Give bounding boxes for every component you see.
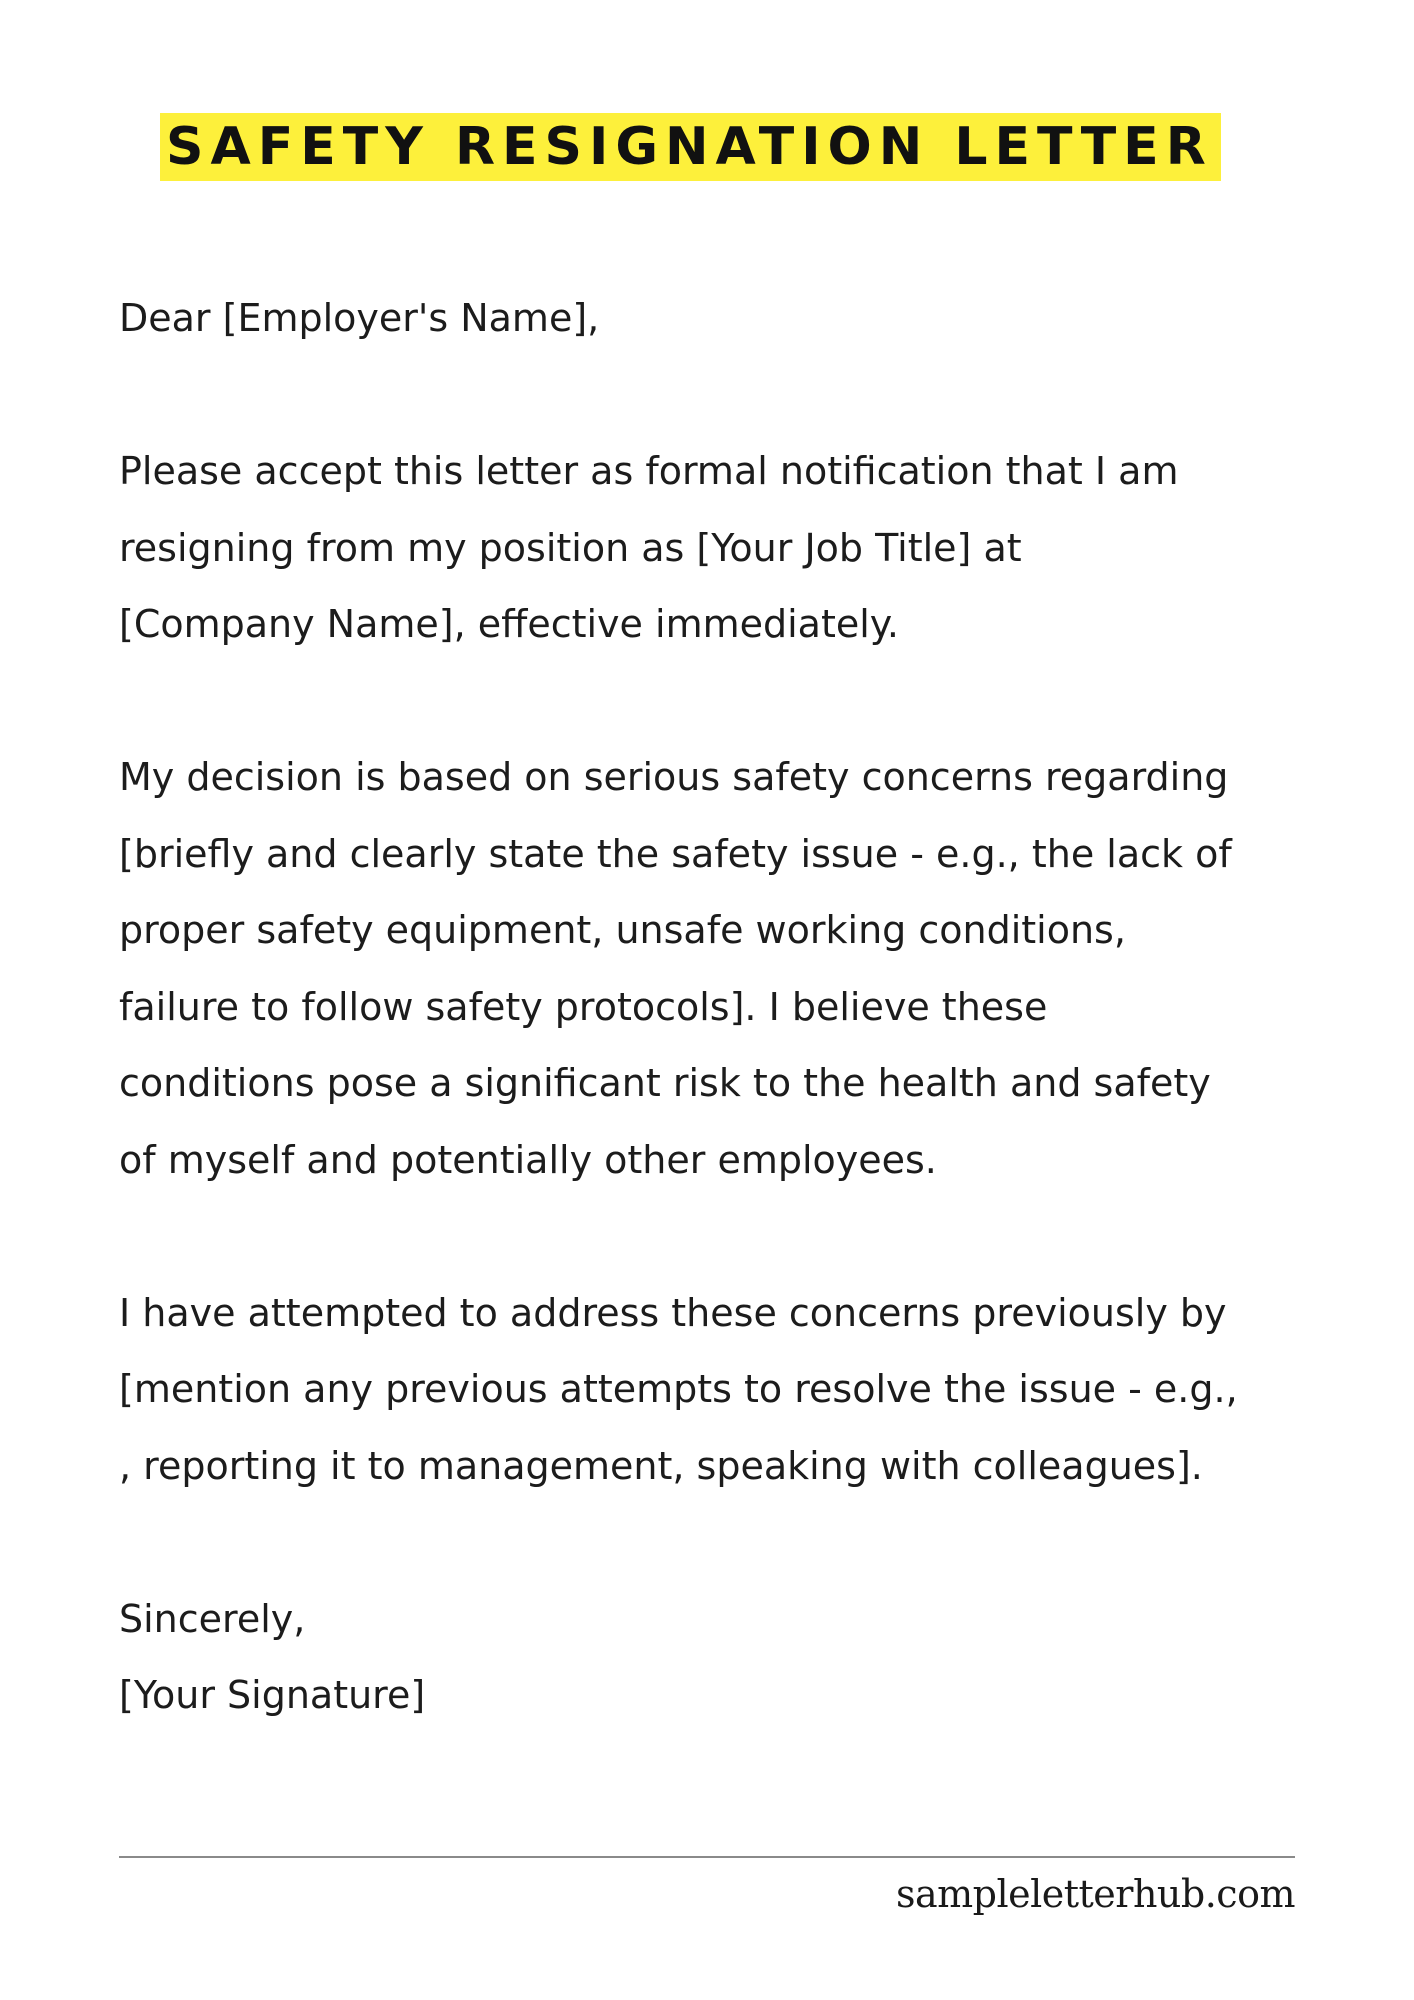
paragraph-line: [Company Name], effective immediately. xyxy=(119,602,899,646)
title-highlight xyxy=(160,113,1221,181)
salutation: Dear [Employer's Name], xyxy=(119,296,600,340)
paragraph-line: Please accept this letter as formal notification that I am xyxy=(119,449,1179,493)
footer-divider xyxy=(119,1856,1295,1858)
paragraph-line: of myself and potentially other employees. xyxy=(119,1137,937,1182)
paragraph-line: conditions pose a significant risk to the health and safety xyxy=(119,1061,1211,1105)
paragraph-safety-concerns xyxy=(119,739,1369,1198)
closing: Sincerely, xyxy=(119,1596,306,1641)
paragraph-line: , reporting it to management, speaking with colleagues]. xyxy=(119,1443,1203,1488)
letter-body xyxy=(119,280,1369,1734)
paragraph-gap xyxy=(119,663,1369,740)
paragraph-line: failure to follow safety protocols]. I believe these xyxy=(119,984,1048,1029)
page-title: SAFETY RESIGNATION LETTER xyxy=(166,117,1213,177)
paragraph-line: My decision is based on serious safety concerns regarding xyxy=(119,755,1229,799)
paragraph-line: [briefly and clearly state the safety issue - e.g., the lack of xyxy=(119,831,1232,876)
paragraph-gap xyxy=(119,1504,1369,1581)
paragraph-previous-attempts xyxy=(119,1275,1369,1505)
paragraph-gap xyxy=(119,357,1369,434)
paragraph-line: [mention any previous attempts to resolve the issue - e.g., xyxy=(119,1367,1238,1411)
footer-site-name: sampleletterhub.com xyxy=(895,1872,1295,1916)
paragraph-gap xyxy=(119,1198,1369,1275)
signature-placeholder: [Your Signature] xyxy=(119,1673,426,1717)
paragraph-line: I have attempted to address these concerns previously by xyxy=(119,1290,1227,1335)
paragraph-line: proper safety equipment, unsafe working conditions, xyxy=(119,908,1126,952)
paragraph-line: resigning from my position as [Your Job Title] at xyxy=(119,525,1022,570)
paragraph-notification xyxy=(119,433,1369,663)
